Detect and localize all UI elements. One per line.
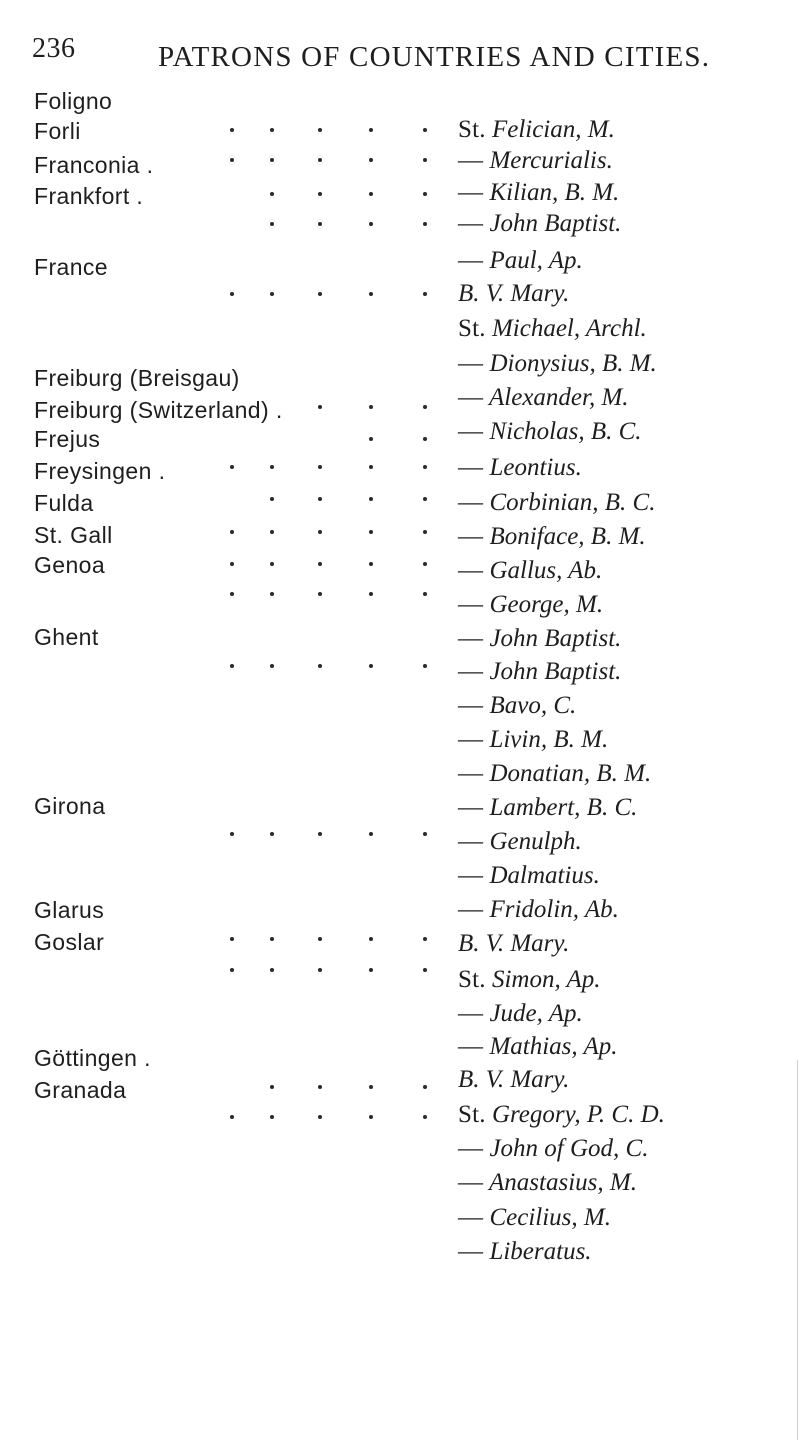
- patron-saint: B. V. Mary.: [458, 930, 570, 957]
- place-name: Granada: [34, 1077, 127, 1103]
- patron-saint: — John of God, C.: [458, 1135, 649, 1162]
- patron-saint: — Dalmatius.: [458, 862, 600, 889]
- place-name: France: [34, 254, 108, 280]
- patron-saint: B. V. Mary.: [458, 1066, 570, 1093]
- patron-saint: — John Baptist.: [458, 658, 622, 685]
- patron-saint: — Alexander, M.: [458, 384, 629, 411]
- place-name: Ghent: [34, 624, 99, 650]
- place-name: Freiburg (Breisgau): [34, 365, 240, 391]
- place-name: Glarus: [34, 897, 105, 923]
- patron-saint: — George, M.: [458, 591, 604, 618]
- running-title: PATRONS OF COUNTRIES AND CITIES.: [158, 41, 711, 73]
- patron-saint: — Mercurialis.: [458, 147, 613, 174]
- patron-saint: — Paul, Ap.: [458, 247, 583, 274]
- patron-saint: St. Gregory, P. C. D.: [458, 1101, 665, 1128]
- place-name: Foligno: [34, 88, 113, 114]
- patron-saint: — Jude, Ap.: [458, 1000, 583, 1027]
- place-name: Göttingen .: [34, 1045, 151, 1071]
- patron-saint: — Corbinian, B. C.: [458, 489, 656, 516]
- patron-saint: St. Felician, M.: [458, 116, 615, 143]
- place-name: Forli: [34, 118, 81, 144]
- patron-saint: — Fridolin, Ab.: [458, 896, 619, 923]
- place-name: Frankfort .: [34, 183, 144, 209]
- patron-saint: — Liberatus.: [458, 1238, 592, 1265]
- patron-saint: — Boniface, B. M.: [458, 523, 646, 550]
- patron-saint: — Gallus, Ab.: [458, 557, 603, 584]
- place-name: Freiburg (Switzerland) .: [34, 397, 283, 423]
- patron-saint: — John Baptist.: [458, 625, 622, 652]
- patron-saint: B. V. Mary.: [458, 280, 570, 307]
- patron-saint: — Leontius.: [458, 454, 582, 481]
- page-number: 236: [32, 33, 76, 64]
- patron-saint: — Donatian, B. M.: [458, 760, 652, 787]
- place-name: Freysingen .: [34, 458, 166, 484]
- patron-saint: — Cecilius, M.: [458, 1204, 611, 1231]
- place-name: Frejus: [34, 426, 101, 452]
- patron-saint: St. Simon, Ap.: [458, 966, 601, 993]
- patron-saint: — Mathias, Ap.: [458, 1033, 618, 1060]
- place-name: Genoa: [34, 552, 106, 578]
- patron-saint: — Nicholas, B. C.: [458, 418, 642, 445]
- place-name: Girona: [34, 793, 106, 819]
- page-edge-shadow: [797, 1060, 798, 1440]
- patron-saint: — Kilian, B. M.: [458, 179, 620, 206]
- patron-saint: — Anastasius, M.: [458, 1169, 637, 1196]
- place-name: Fulda: [34, 490, 94, 516]
- place-name: Franconia .: [34, 152, 154, 178]
- patron-saint: — Livin, B. M.: [458, 726, 609, 753]
- patron-saint: — Bavo, C.: [458, 692, 577, 719]
- patron-saint: — John Baptist.: [458, 210, 622, 237]
- patron-saint: — Dionysius, B. M.: [458, 350, 657, 377]
- patron-saint: — Genulph.: [458, 828, 582, 855]
- patron-saint: St. Michael, Archl.: [458, 315, 647, 342]
- patron-saint: — Lambert, B. C.: [458, 794, 638, 821]
- place-name: St. Gall: [34, 522, 113, 548]
- place-name: Goslar: [34, 929, 105, 955]
